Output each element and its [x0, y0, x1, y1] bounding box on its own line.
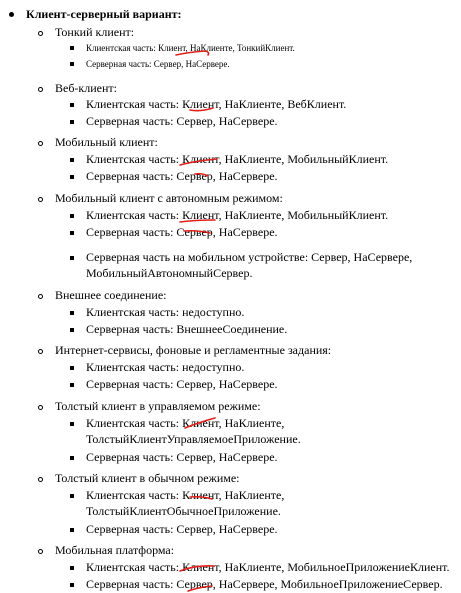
mobile-client-server-part: Серверная часть: Сервер, НаСервере. [86, 169, 278, 183]
subitem-bullet [70, 328, 74, 332]
web-client-client-part: Клиентская часть: Клиент, НаКлиенте, ВебКлиент. [86, 97, 347, 111]
item-title-mobile-offline: Мобильный клиент с автономным режимом: [55, 191, 283, 205]
external-connection-server-part: Серверная часть: ВнешнееСоединение. [86, 322, 288, 336]
subitem-bullet [70, 494, 74, 498]
mobile-offline-device-part-line2: МобильныйАвтономныйСервер. [86, 266, 253, 280]
thin-client-server-part: Серверная часть: Сервер, НаСервере. [86, 59, 230, 69]
subitem-bullet [70, 422, 74, 426]
item-title-mobile-platform: Мобильная платформа: [55, 543, 175, 557]
thick-ordinary-client-part-line2: ТолстыйКлиентОбычноеПриложение. [86, 504, 281, 518]
subitem-bullet [70, 62, 74, 66]
sublist-bullet [38, 349, 43, 354]
internet-services-server-part: Серверная часть: Сервер, НаСервере. [86, 377, 278, 391]
subitem-bullet [70, 383, 74, 387]
thick-managed-server-part: Серверная часть: Сервер, НаСервере. [86, 450, 278, 464]
subitem-bullet [70, 46, 74, 50]
section-heading: Клиент-серверный вариант: [26, 7, 182, 21]
subitem-bullet [70, 256, 74, 260]
subitem-bullet [70, 103, 74, 107]
subitem-bullet [70, 456, 74, 460]
mobile-offline-device-part-line1: Серверная часть на мобильном устройстве: Сервер, НаСервере, [86, 250, 413, 264]
external-connection-client-part: Клиентская часть: недоступно. [86, 305, 245, 319]
sublist-bullet [38, 197, 43, 202]
subitem-bullet [70, 120, 74, 124]
subitem-bullet [70, 366, 74, 370]
sublist-bullet [38, 294, 43, 299]
list-bullet [9, 12, 14, 17]
sublist-bullet [38, 31, 43, 36]
thick-ordinary-client-part-line1: Клиентская часть: Клиент, НаКлиенте, [86, 488, 285, 502]
item-title-thick-managed: Толстый клиент в управляемом режиме: [55, 399, 261, 413]
mobile-offline-client-part: Клиентская часть: Клиент, НаКлиенте, МобильныйКлиент. [86, 208, 389, 222]
sublist-bullet [38, 141, 43, 146]
thick-managed-client-part-line2: ТолстыйКлиентУправляемоеПриложение. [86, 432, 301, 446]
subitem-bullet [70, 566, 74, 570]
subitem-bullet [70, 528, 74, 532]
item-title-mobile-client: Мобильный клиент: [55, 135, 158, 149]
item-title-web-client: Веб-клиент: [55, 81, 117, 95]
mobile-platform-client-part: Клиентская часть: Клиент, НаКлиенте, МобильноеПриложениеКлиент. [86, 560, 450, 574]
sublist-bullet [38, 405, 43, 410]
item-title-internet-services: Интернет-сервисы, фоновые и регламентные задания: [55, 343, 332, 357]
subitem-bullet [70, 214, 74, 218]
item-title-external-connection: Внешнее соединение: [55, 288, 167, 302]
sublist-bullet [38, 87, 43, 92]
sublist-bullet [38, 477, 43, 482]
item-title-thick-ordinary: Толстый клиент в обычном режиме: [55, 471, 240, 485]
mobile-platform-server-part: Серверная часть: Сервер, НаСервере, МобильноеПриложениеСервер. [86, 577, 443, 591]
thick-ordinary-server-part: Серверная часть: Сервер, НаСервере. [86, 522, 278, 536]
thin-client-client-part: Клиентская часть: Клиент, НаКлиенте, ТонкийКлиент. [86, 43, 295, 53]
item-title-thin-client: Тонкий клиент: [55, 25, 135, 39]
mobile-offline-server-part: Серверная часть: Сервер, НаСервере. [86, 225, 278, 239]
subitem-bullet [70, 311, 74, 315]
subitem-bullet [70, 231, 74, 235]
web-client-server-part: Серверная часть: Сервер, НаСервере. [86, 114, 278, 128]
thick-managed-client-part-line1: Клиентская часть: Клиент, НаКлиенте, [86, 416, 285, 430]
subitem-bullet [70, 583, 74, 587]
mobile-client-client-part: Клиентская часть: Клиент, НаКлиенте, МобильныйКлиент. [86, 152, 389, 166]
sublist-bullet [38, 549, 43, 554]
internet-services-client-part: Клиентская часть: недоступно. [86, 360, 245, 374]
subitem-bullet [70, 158, 74, 162]
subitem-bullet [70, 175, 74, 179]
